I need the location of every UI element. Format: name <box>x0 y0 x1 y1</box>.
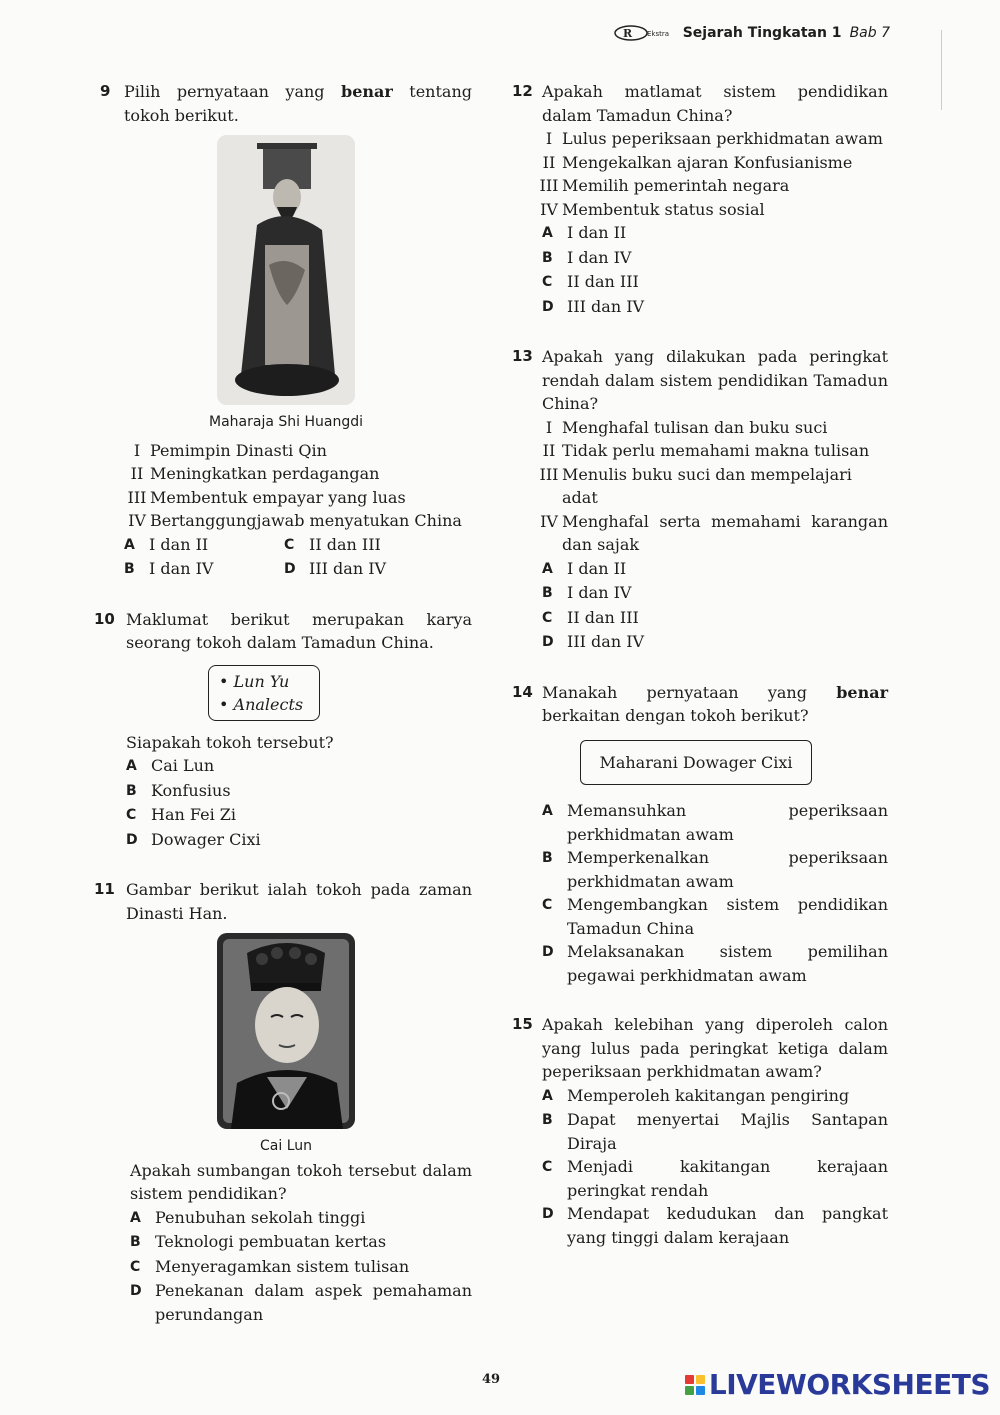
question-9 <box>100 80 472 582</box>
statement-item: I Lulus peperiksaan perkhidmatan awam <box>545 129 883 148</box>
option-b[interactable]: B I dan IV <box>542 583 632 602</box>
brand-squares-icon <box>685 1375 705 1395</box>
option-a[interactable]: A I dan II <box>124 534 209 554</box>
statement-list <box>100 439 472 533</box>
answer-options <box>512 1084 888 1250</box>
answer-options <box>512 221 888 319</box>
option-c[interactable]: C II dan III <box>284 534 381 554</box>
publisher-logo <box>613 24 675 42</box>
statement-list <box>512 127 888 221</box>
statement-item: I Pemimpin Dinasti Qin <box>133 440 327 460</box>
statement-item: IV Bertanggungjawab menyatukan China <box>128 511 462 530</box>
option-c[interactable]: C Mengembangkan sistem pendidikan Tamadun China <box>542 895 888 938</box>
liveworksheets-logo[interactable] <box>685 1368 990 1401</box>
statement-item: I Menghafal tulisan dan buku suci <box>545 417 828 437</box>
option-c[interactable]: C Menyeragamkan sistem tulisan <box>130 1256 410 1276</box>
question-prompt: Apakah sumbangan tokoh tersebut dalam sistem pendidikan? <box>130 1160 472 1203</box>
page-number: 49 <box>482 1372 501 1387</box>
option-a[interactable]: A Cai Lun <box>126 756 215 775</box>
question-14 <box>512 681 888 988</box>
option-a[interactable]: A Memperoleh kakitangan pengiring <box>542 1085 850 1105</box>
emperor-portrait-image <box>217 135 355 405</box>
option-a[interactable]: A I dan II <box>542 223 627 242</box>
question-text: Maklumat berikut merupakan karya seorang tokoh dalam Tamadun China. <box>126 609 472 652</box>
image-caption: Cai Lun <box>260 1138 312 1154</box>
question-prompt: Siapakah tokoh tersebut? <box>126 732 334 752</box>
statement-list <box>512 416 888 557</box>
option-b[interactable]: B Teknologi pembuatan kertas <box>130 1232 387 1251</box>
statement-item: IV Membentuk status sosial <box>540 199 765 219</box>
option-b[interactable]: B I dan IV <box>542 247 632 267</box>
svg-text:R: R <box>622 27 632 40</box>
question-number: 14 <box>512 682 533 701</box>
work-title: • Analects <box>219 693 319 716</box>
statement-item: IV Menghafal serta memahami karangan dan sajak <box>540 511 888 554</box>
question-text: Manakah pernyataan yang benar berkaitan dengan tokoh berikut? <box>542 682 888 725</box>
question-15 <box>512 1013 888 1249</box>
answer-options <box>100 533 472 582</box>
option-b[interactable]: B Memperkenalkan peperiksaan perkhidmatan awam <box>542 848 888 891</box>
option-b[interactable]: B I dan IV <box>124 559 214 578</box>
question-text: Apakah kelebihan yang diperoleh calon yang lulus pada peringkat ketiga dalam peperiksaan perkhidmatan awam? <box>542 1015 888 1081</box>
page-header <box>613 24 890 42</box>
option-d[interactable]: D Melaksanakan sistem pemilihan pegawai perkhidmatan awam <box>542 942 888 985</box>
question-13 <box>512 345 888 655</box>
answer-options <box>512 799 888 987</box>
option-c[interactable]: C II dan III <box>542 607 639 627</box>
question-text: Gambar berikut ialah tokoh pada zaman Dinasti Han. <box>126 880 472 923</box>
right-column <box>512 80 888 1249</box>
question-11 <box>94 878 472 1326</box>
option-d[interactable]: D III dan IV <box>542 632 645 651</box>
option-c[interactable]: C II dan III <box>542 272 639 291</box>
statement-item: II Tidak perlu memahami makna tulisan <box>542 441 870 460</box>
margin-line <box>941 30 942 110</box>
statement-item: III Membentuk empayar yang luas <box>127 487 406 507</box>
option-d[interactable]: D III dan IV <box>284 559 387 578</box>
option-c[interactable]: C Menjadi kakitangan kerajaan peringkat rendah <box>542 1157 888 1200</box>
left-column <box>94 80 472 1326</box>
cai-lun-portrait-image <box>217 933 355 1129</box>
book-title: Sejarah Tingkatan 1 <box>682 25 842 41</box>
option-b[interactable]: B Konfusius <box>126 780 231 800</box>
question-number: 10 <box>94 609 115 628</box>
answer-options <box>512 557 888 655</box>
image-caption: Maharaja Shi Huangdi <box>209 414 363 430</box>
chapter-label: Bab 7 <box>849 25 890 41</box>
statement-item: II Mengekalkan ajaran Konfusianisme <box>542 152 853 172</box>
option-d[interactable]: D Dowager Cixi <box>126 829 261 849</box>
option-d[interactable]: D III dan IV <box>542 296 645 316</box>
question-number: 9 <box>100 82 111 100</box>
option-b[interactable]: B Dapat menyertai Majlis Santapan Diraja <box>542 1110 888 1153</box>
option-a[interactable]: A I dan II <box>542 558 627 578</box>
question-text: Apakah yang dilakukan pada peringkat rendah dalam sistem pendidikan Tamadun China? <box>542 347 888 413</box>
question-text: Pilih pernyataan yang benar tentang tokoh berikut. <box>124 82 472 125</box>
option-a[interactable]: A Memansuhkan peperiksaan perkhidmatan awam <box>542 801 888 844</box>
work-title: • Lun Yu <box>219 670 319 693</box>
question-12 <box>512 80 888 319</box>
figure-name-box: Maharani Dowager Cixi <box>580 740 812 786</box>
option-d[interactable]: D Mendapat kedudukan dan pangkat yang tinggi dalam kerajaan <box>542 1204 888 1247</box>
brand-name: LIVEWORKSHEETS <box>708 1368 990 1401</box>
option-c[interactable]: C Han Fei Zi <box>126 805 237 824</box>
statement-item: III Memilih pemerintah negara <box>539 176 790 195</box>
question-number: 15 <box>512 1015 533 1033</box>
question-number: 13 <box>512 347 533 365</box>
svg-text:Ekstra: Ekstra <box>646 30 669 38</box>
option-a[interactable]: A Penubuhan sekolah tinggi <box>130 1207 366 1227</box>
statement-item: II Meningkatkan perdagangan <box>130 464 380 483</box>
question-10 <box>94 608 472 853</box>
work-titles-box <box>208 665 320 721</box>
statement-item: III Menulis buku suci dan mempelajari adat <box>539 464 852 507</box>
option-d[interactable]: D Penekanan dalam aspek pemahaman perundangan <box>130 1281 472 1324</box>
question-number: 11 <box>94 880 115 898</box>
question-number: 12 <box>512 82 533 100</box>
question-text: Apakah matlamat sistem pendidikan dalam Tamadun China? <box>542 82 888 125</box>
